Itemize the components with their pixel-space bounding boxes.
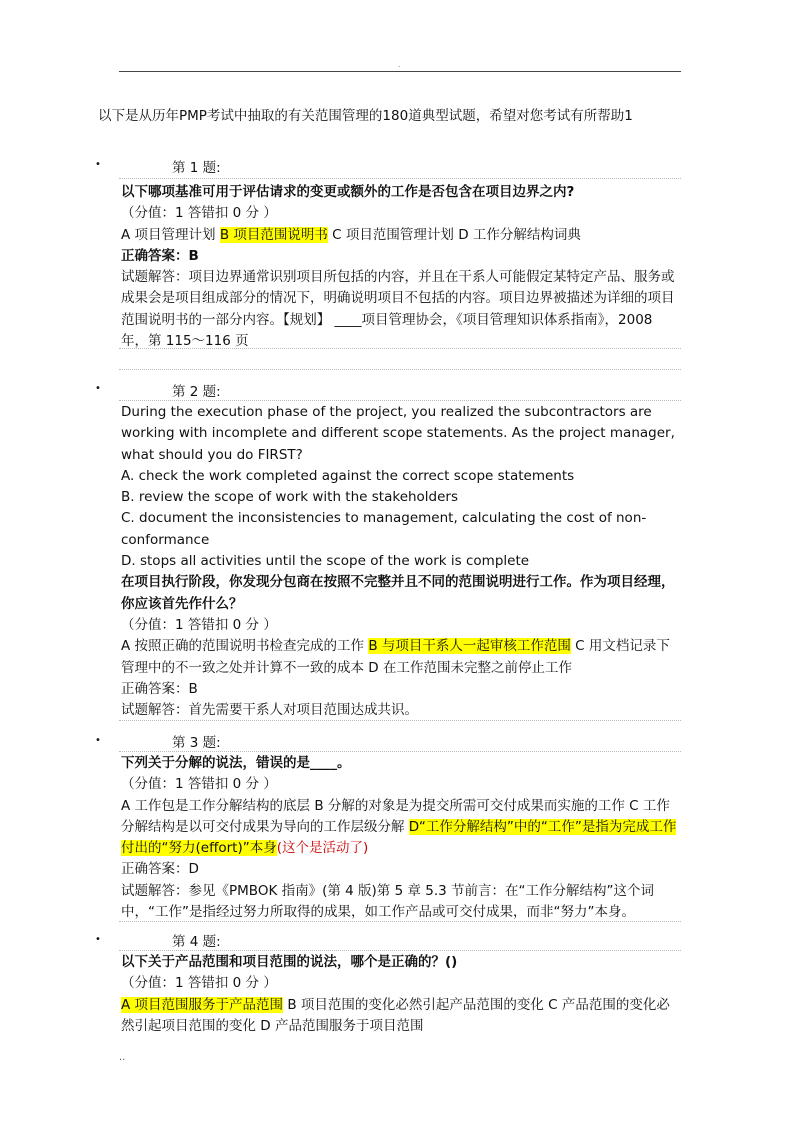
question-text: 下列关于分解的说法，错误的是____。 [121,755,351,771]
question-1 [121,182,683,352]
english-option-c: C. document the inconsistencies to management, calculating the cost of non-conformance [121,510,647,548]
bullet: • [95,934,101,945]
options-line [121,796,683,860]
question-text: 以下哪项基准可用于评估请求的变更或额外的工作是否包含在项目边界之内? [121,184,575,200]
option-a: A 按照正确的范围说明书检查完成的工作 [121,638,369,655]
dotted-divider [119,348,681,349]
english-question: During the execution phase of the project, you realized the subcontractors are working with incomplete and different scope statements. As the project manager, what should you do FIRST? [121,404,675,463]
english-option-a: A. check the work completed against the correct scope statements [121,467,575,484]
options-line [121,636,683,679]
question-number: 第 2 题: [172,384,221,400]
dotted-divider [119,720,681,721]
dotted-divider [119,921,681,922]
english-option-b: B. review the scope of work with the stakeholders [121,489,459,506]
header-rule [119,71,681,72]
dotted-divider [119,751,681,752]
question-number: 第 3 题: [172,735,221,751]
explanation: 试题解答：项目边界通常识别项目所包括的内容，并且在干系人可能假定某特定产品、服务或成果会是项目组成部分的情况下，明确说明项目不包括的内容。项目边界被描述为详细的项目范围说明书的一部分内容。【规划】 ____项目管理协会，《项目管理知识体系指南》，2008 年，第 115～116 页 [121,269,675,350]
bullet: • [95,735,101,746]
option-note: (这个是活动了) [276,840,369,857]
options-line [121,225,683,246]
options-rest: C 用文档记录下管理中的不一致之处并计算不一致的成本 D 在工作范围未完整之前停止工作 [121,638,670,676]
dotted-divider [119,369,681,370]
correct-answer: 正确答案：B [121,680,198,697]
bullet: • [95,383,101,394]
option-a-highlighted: A 项目范围服务于产品范围 [121,996,284,1013]
correct-answer: 正确答案：B [121,247,199,264]
option-a: A 项目管理计划 [121,226,220,243]
question-3 [121,753,683,923]
question-number: 第 1 题: [172,160,221,176]
footer-dots: .. [119,1052,126,1063]
question-2 [121,402,683,721]
option-b-highlighted: B 项目范围说明书 [219,226,328,243]
score-line: （分值：1 答错扣 0 分 ） [121,205,277,222]
question-text: 以下关于产品范围和项目范围的说法，哪个是正确的？() [121,954,458,970]
header-dot: . [398,60,401,69]
question-4 [121,952,683,1037]
english-option-d: D. stops all activities until the scope of the work is complete [121,553,530,570]
score-line: （分值：1 答错扣 0 分 ） [121,616,277,633]
option-b-highlighted: B 与项目干系人一起审核工作范围 [368,638,571,655]
question-number: 第 4 题: [172,934,221,950]
dotted-divider [119,950,681,951]
explanation: 试题解答：首先需要干系人对项目范围达成共识。 [121,702,418,719]
dotted-divider [119,400,681,401]
options-rest: B 项目范围的变化必然引起产品范围的变化 C 产品范围的变化必然引起项目范围的变化 D 产品范围服务于项目范围 [121,996,670,1034]
intro-text: 以下是从历年PMP考试中抽取的有关范围管理的180道典型试题，希望对您考试有所帮助1 [98,108,633,124]
dotted-divider [119,178,681,179]
options-rest: C 项目范围管理计划 D 工作分解结构词典 [327,226,581,243]
options-a-to-c: A 工作包是工作分解结构的底层 B 分解的对象是为提交所需可交付成果而实施的工作 C 工作分解结构是以可交付成果为导向的工作层级分解 [121,797,670,835]
question-text: 在项目执行阶段，你发现分包商在按照不完整并且不同的范围说明进行工作。作为项目经理，你应该首先作什么？ [121,574,675,612]
bullet: • [95,159,101,170]
score-line: （分值：1 答错扣 0 分 ） [121,776,277,793]
score-line: （分值：1 答错扣 0 分 ） [121,975,277,992]
options-line [121,995,683,1038]
correct-answer: 正确答案：D [121,861,199,878]
explanation: 试题解答：参见《PMBOK 指南》(第 4 版)第 5 章 5.3 节前言：在“工作分解结构”这个词中，“工作”是指经过努力所取得的成果，如工作产品或可交付成果，而非“努力”本身。 [121,882,654,921]
option-d-highlighted: D“工作分解结构”中的“工作”是指为完成工作付出的“努力(effort)”本身 [121,818,677,857]
